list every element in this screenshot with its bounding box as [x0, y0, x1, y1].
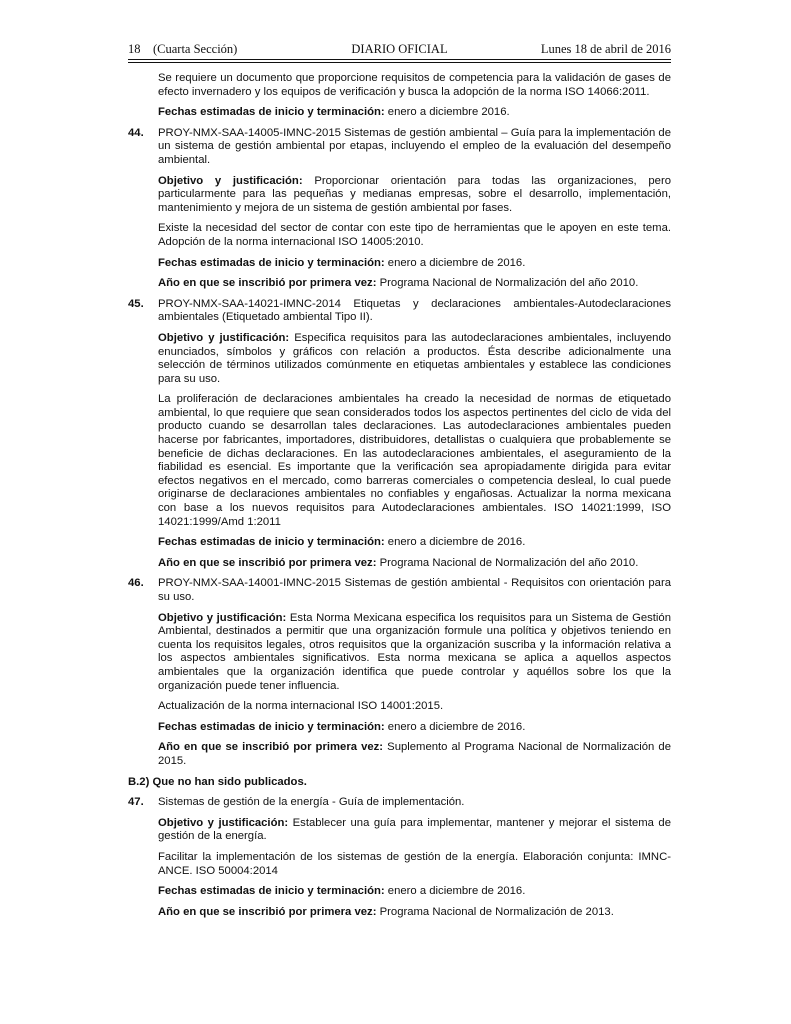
intro-paragraph: Se requiere un documento que proporcione requisitos de competencia para la validación de gases de efecto invernadero y los equipos de verificación y busca la adopción de la norma ISO 14066:2011.: [158, 72, 671, 98]
body-paragraph: Facilitar la implementación de los sistemas de gestión de la energía. Elaboración conjunta: IMNC-ANCE. ISO 50004:2014: [158, 850, 671, 877]
dates-paragraph: [158, 721, 671, 735]
objective-label: Objetivo y justificación:: [158, 331, 290, 344]
dates-label: Fechas estimadas de inicio y terminación:: [158, 106, 385, 119]
dates-paragraph: [158, 885, 671, 899]
section-heading: B.2) Que no han sido publicados.: [128, 775, 307, 788]
item-title: PROY-NMX-SAA-14001-IMNC-2015 Sistemas de gestión ambiental - Requisitos con orientación para su uso.: [158, 577, 671, 603]
objective-paragraph: [158, 332, 671, 386]
year-paragraph: [158, 906, 671, 920]
item-number: 46.: [128, 577, 144, 590]
year-paragraph: [158, 277, 671, 291]
item-number: 47.: [128, 796, 144, 809]
publication-title: DIARIO OFICIAL: [351, 42, 448, 56]
objective-text: Establecer una guía para implementar, mantener y mejorar el sistema de gestión de la energía.: [158, 816, 671, 843]
year-label: Año en que se inscribió por primera vez:: [158, 741, 384, 754]
intro-dates: [158, 106, 671, 120]
dates-label: Fechas estimadas de inicio y terminación:: [158, 536, 385, 549]
item-title: PROY-NMX-SAA-14021-IMNC-2014 Etiquetas y declaraciones ambientales-Autodeclaraciones ambientales (Etiquetado ambiental Tipo II).: [158, 297, 671, 324]
year-label: Año en que se inscribió por primera vez:: [158, 556, 377, 569]
item-title: Sistemas de gestión de la energía - Guía de implementación.: [158, 796, 465, 809]
dates-value: enero a diciembre de 2016.: [387, 256, 526, 269]
document-body: [128, 72, 671, 926]
year-value: Programa Nacional de Normalización del año 2010.: [379, 556, 639, 569]
dates-label: Fechas estimadas de inicio y terminación:: [158, 256, 385, 269]
objective-paragraph: [158, 175, 671, 216]
list-item-44: [128, 127, 671, 168]
dates-value: enero a diciembre de 2016.: [387, 536, 526, 549]
objective-text: Proporcionar orientación para todas las organizaciones, pero particularmente para las pequeñas y medianas empresas, sobre el desarrollo, implementación, mantenimiento y mejora de un sistema de gestión ambiental por fases.: [158, 174, 671, 214]
dates-value: enero a diciembre de 2016.: [387, 885, 526, 898]
dates-paragraph: [158, 257, 671, 271]
list-item-46: [128, 577, 671, 604]
section-label: (Cuarta Sección): [153, 42, 238, 56]
body-paragraph: Existe la necesidad del sector de contar con este tipo de herramientas que le apoyen en este tema. Adopción de la norma internacional ISO 14005:2010.: [158, 222, 671, 248]
dates-value: enero a diciembre de 2016.: [387, 720, 526, 733]
objective-paragraph: [158, 817, 671, 844]
item-number: 45.: [128, 297, 144, 310]
objective-label: Objetivo y justificación:: [158, 174, 303, 187]
page-header: [128, 40, 671, 60]
page-number: 18: [128, 42, 141, 56]
dates-paragraph: [158, 536, 671, 550]
body-paragraph: La proliferación de declaraciones ambientales ha creado la necesidad de normas de etiquetado ambiental, lo que requiere que sean considerados todos los aspectos pertinentes del ciclo de vida del producto cuando se desarrollan tales declaraciones. Las autodeclaraciones ambientales pueden hacerse por fabricantes, importadores, distribuidores, detallistas o cualquiera que probablemente se beneficie de dichas declaraciones. En las autodeclaraciones ambientales, el aseguramiento de la fiabilidad es esencial. Es importante que la verificación sea apropiadamente dirigida para evitar efectos negativos en el mercado, como barreras comerciales o competencia desleal, lo cual puede originarse de declaraciones ambientales no confiables y engañosas. Actualizar la norma mexicana con base a los nuevos requisitos para Autodeclaraciones ambientales. ISO 14021:1999, ISO 14021:1999/Amd 1:2011: [158, 393, 671, 528]
year-paragraph: [158, 557, 671, 571]
header-rule-bottom: [128, 62, 671, 63]
dates-value: enero a diciembre 2016.: [387, 106, 510, 119]
year-value: Suplemento al Programa Nacional de Normalización de 2015.: [158, 741, 671, 767]
item-number: 44.: [128, 126, 144, 139]
dates-label: Fechas estimadas de inicio y terminación:: [158, 720, 385, 733]
year-value: Programa Nacional de Normalización del año 2010.: [379, 277, 639, 290]
year-label: Año en que se inscribió por primera vez:: [158, 905, 377, 918]
list-item-47: [128, 796, 671, 810]
year-value: Programa Nacional de Normalización de 2013.: [379, 905, 614, 918]
dates-label: Fechas estimadas de inicio y terminación:: [158, 885, 385, 898]
objective-label: Objetivo y justificación:: [158, 816, 289, 829]
body-paragraph: Actualización de la norma internacional ISO 14001:2015.: [158, 700, 444, 713]
list-item-45: [128, 298, 671, 325]
header-rule-top: [128, 59, 671, 60]
item-title: PROY-NMX-SAA-14005-IMNC-2015 Sistemas de gestión ambiental – Guía para la implementación de un sistema de gestión ambiental por etapas, incluyendo el empleo de la evaluación del desempeño ambiental.: [158, 126, 671, 166]
objective-text: Esta Norma Mexicana especifica los requisitos para un Sistema de Gestión Ambiental, destinados a permitir que una organización formule una política y objetivos teniendo en cuenta los requisitos legales, otros requisitos que la organización suscriba y la información relativa a los aspectos ambientales significativos. Esta norma mexicana se aplica a aquellos aspectos ambientales que la organización identifica que puede controlar y aquéllos sobre los que la organización puede tener influencia.: [158, 611, 671, 692]
year-label: Año en que se inscribió por primera vez:: [158, 277, 377, 290]
year-paragraph: [158, 741, 671, 768]
publication-date: Lunes 18 de abril de 2016: [540, 42, 671, 56]
objective-label: Objetivo y justificación:: [158, 611, 287, 624]
objective-paragraph: [158, 612, 671, 694]
objective-text: Especifica requisitos para las autodeclaraciones ambientales, incluyendo enunciados, símbolos y gráficos con relación a productos. Ésta describe adicionalmente una selección de términos utilizados comúnmente en etiquetas ambientales y establece las condiciones para su uso.: [158, 331, 672, 385]
